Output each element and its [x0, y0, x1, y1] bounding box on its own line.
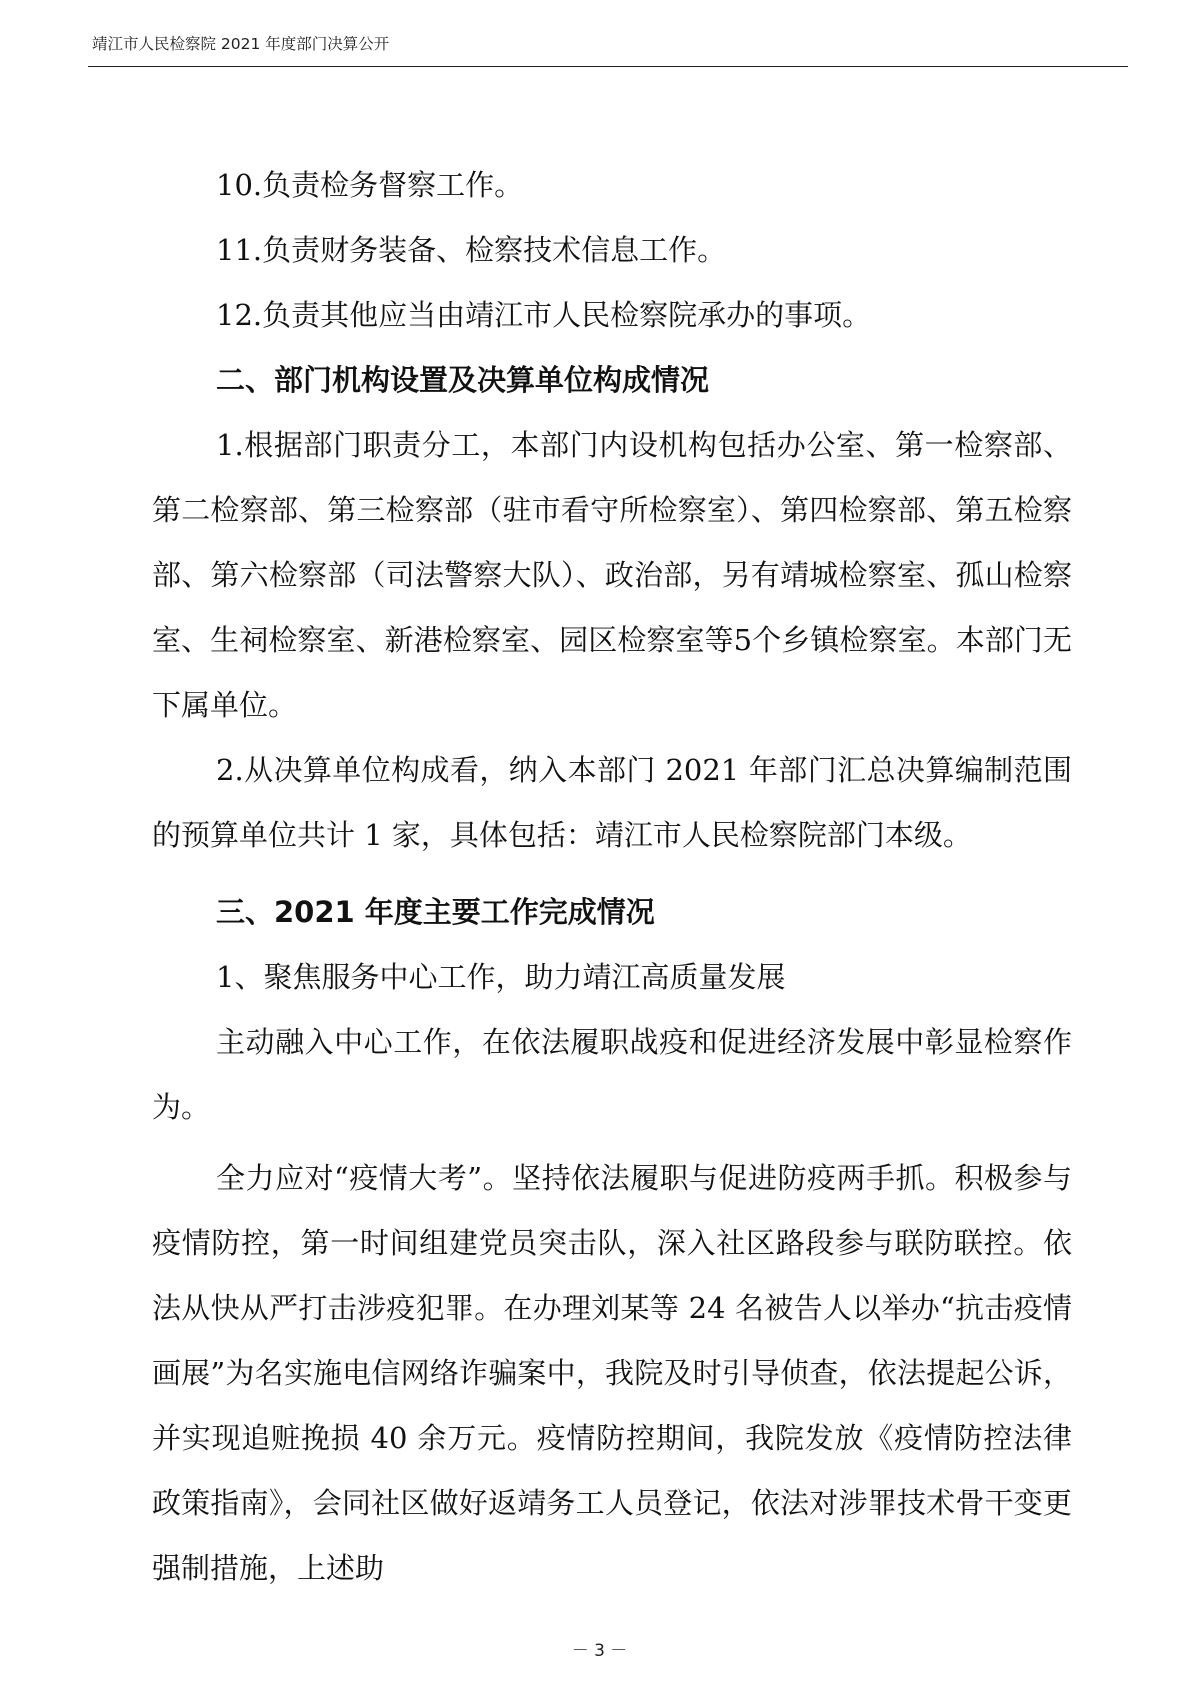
duty-item-11: 11.负责财务装备、检察技术信息工作。 [216, 233, 727, 267]
duty-item-10: 10.负责检务督察工作。 [216, 168, 524, 202]
page-number: － 3 － [571, 1641, 628, 1661]
document-body [152, 153, 1072, 1601]
section-2-heading: 二、部门机构设置及决算单位构成情况 [216, 363, 710, 397]
section-2-paragraph-1: 1.根据部门职责分工，本部门内设机构包括办公室、第一检察部、第二检察部、第三检察部（驻市看守所检察室）、第四检察部、第五检察部、第六检察部（司法警察大队）、政治部，另有靖城检察室、孤山检察室、生祠检察室、新港检察室、园区检察室等5个乡镇检察室。本部门无下属单位。 [152, 428, 1072, 722]
section-2-paragraph-2: 2.从决算单位构成看，纳入本部门 2021 年部门汇总决算编制范围的预算单位共计 1 家，具体包括：靖江市人民检察院部门本级。 [152, 753, 1072, 852]
section-3-heading: 三、2021 年度主要工作完成情况 [216, 895, 655, 929]
header-title: 靖江市人民检察院 2021 年度部门决算公开 [92, 35, 390, 53]
section-3-paragraph-1: 主动融入中心工作，在依法履职战疫和促进经济发展中彰显检察作为。 [152, 1025, 1072, 1124]
section-3-paragraph-2: 全力应对“疫情大考”。坚持依法履职与促进防疫两手抓。积极参与疫情防控，第一时间组建党员突击队，深入社区路段参与联防联控。依法从快从严打击涉疫犯罪。在办理刘某等 24 名被告人以举办“抗击疫情画展”为名实施电信网络诈骗案中，我院及时引导侦查，依法提起公诉，并实现追赃挽损 40 余万元。疫情防控期间，我院发放《疫情防控法律政策指南》，会同社区做好返靖务工人员登记，依法对涉罪技术骨干变更强制措施，上述助 [152, 1161, 1072, 1585]
section-3-subheading-1: 1、聚焦服务中心工作，助力靖江高质量发展 [216, 960, 786, 994]
duty-item-12: 12.负责其他应当由靖江市人民检察院承办的事项。 [216, 298, 872, 332]
page-header [88, 28, 1128, 67]
